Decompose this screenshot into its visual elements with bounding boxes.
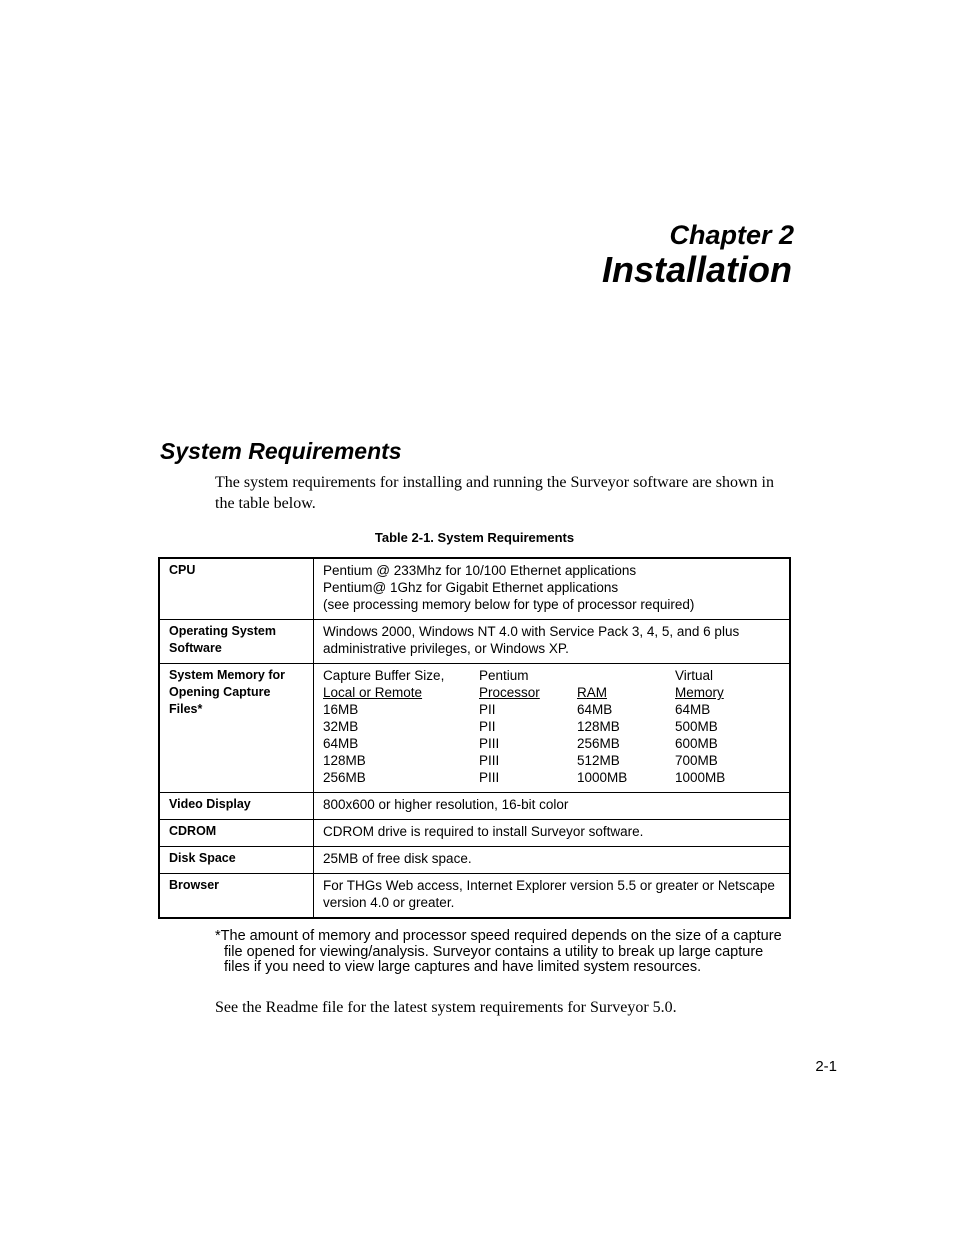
cpu-line: Pentium@ 1Ghz for Gigabit Ethernet applications — [323, 580, 619, 595]
memory-cell: PIII — [479, 770, 500, 785]
memory-cell: PII — [479, 702, 496, 717]
cpu-line: Pentium @ 233Mhz for 10/100 Ethernet applications — [323, 563, 637, 578]
readme-note: See the Readme file for the latest system requirements for Surveyor 5.0. — [215, 999, 677, 1016]
row-label-os: Operating System Software — [159, 620, 314, 664]
memory-cell: 500MB — [675, 719, 718, 734]
table-row — [159, 620, 790, 664]
memory-cell: PIII — [479, 753, 500, 768]
memory-cell: 1000MB — [577, 770, 628, 785]
memory-cell: 700MB — [675, 753, 718, 768]
row-value-memory — [314, 664, 791, 793]
memory-cell: 64MB — [577, 702, 613, 717]
section-heading: System Requirements — [160, 438, 402, 464]
cpu-line: (see processing memory below for type of processor required) — [323, 597, 695, 612]
memory-cell: 1000MB — [675, 770, 726, 785]
memory-header-top — [577, 667, 675, 684]
table-row — [159, 664, 790, 793]
chapter-label: Chapter 2 — [669, 220, 794, 250]
chapter-title: Installation — [601, 249, 792, 290]
page-number: 2-1 — [815, 1058, 837, 1075]
system-requirements-table — [158, 557, 791, 919]
table-row — [159, 558, 790, 620]
memory-cell: 32MB — [323, 719, 359, 734]
row-value-video: 800x600 or higher resolution, 16-bit color — [314, 793, 791, 820]
row-label-browser: Browser — [159, 874, 314, 919]
row-label-video: Video Display — [159, 793, 314, 820]
memory-cell: 256MB — [323, 770, 366, 785]
intro-paragraph: The system requirements for installing and running the Surveyor software are shown in the table below. — [215, 474, 774, 512]
memory-cell: 600MB — [675, 736, 718, 751]
memory-cell: 16MB — [323, 702, 359, 717]
row-value-disk: 25MB of free disk space. — [314, 847, 791, 874]
memory-cell: PII — [479, 719, 496, 734]
footnote: *The amount of memory and processor speed required depends on the size of a capture file opened for viewing/analysis. Surveyor contains a utility to break up large capture files if you need to view large captures and have limited system resources. — [215, 928, 782, 975]
table-caption: Table 2-1. System Requirements — [374, 530, 575, 545]
table-row — [159, 820, 790, 847]
memory-cell: 64MB — [675, 702, 711, 717]
row-value-browser: For THGs Web access, Internet Explorer version 5.5 or greater or Netscape version 4.0 or greater. — [314, 874, 791, 919]
row-label-memory: System Memory for Opening Capture Files* — [159, 664, 314, 793]
memory-header-top: Capture Buffer Size, — [323, 668, 445, 683]
row-label-cpu: CPU — [159, 558, 314, 620]
memory-header: Memory — [675, 685, 724, 700]
memory-grid — [323, 667, 781, 786]
row-label-disk: Disk Space — [159, 847, 314, 874]
memory-cell: PIII — [479, 736, 500, 751]
memory-header: RAM — [577, 685, 607, 700]
table-row — [159, 793, 790, 820]
table-row — [159, 874, 790, 919]
memory-cell: 512MB — [577, 753, 620, 768]
memory-cell: 128MB — [577, 719, 620, 734]
row-value-cdrom: CDROM drive is required to install Surveyor software. — [314, 820, 791, 847]
memory-header-top: Pentium — [479, 668, 529, 683]
memory-cell: 64MB — [323, 736, 359, 751]
table-row — [159, 847, 790, 874]
memory-header: Local or Remote — [323, 685, 423, 700]
memory-cell: 256MB — [577, 736, 620, 751]
memory-header: Processor — [479, 685, 540, 700]
memory-header-top: Virtual — [675, 668, 714, 683]
row-value-cpu — [314, 558, 791, 620]
row-label-cdrom: CDROM — [159, 820, 314, 847]
row-value-os: Windows 2000, Windows NT 4.0 with Service Pack 3, 4, 5, and 6 plus administrative privileges, or Windows XP. — [314, 620, 791, 664]
memory-cell: 128MB — [323, 753, 366, 768]
